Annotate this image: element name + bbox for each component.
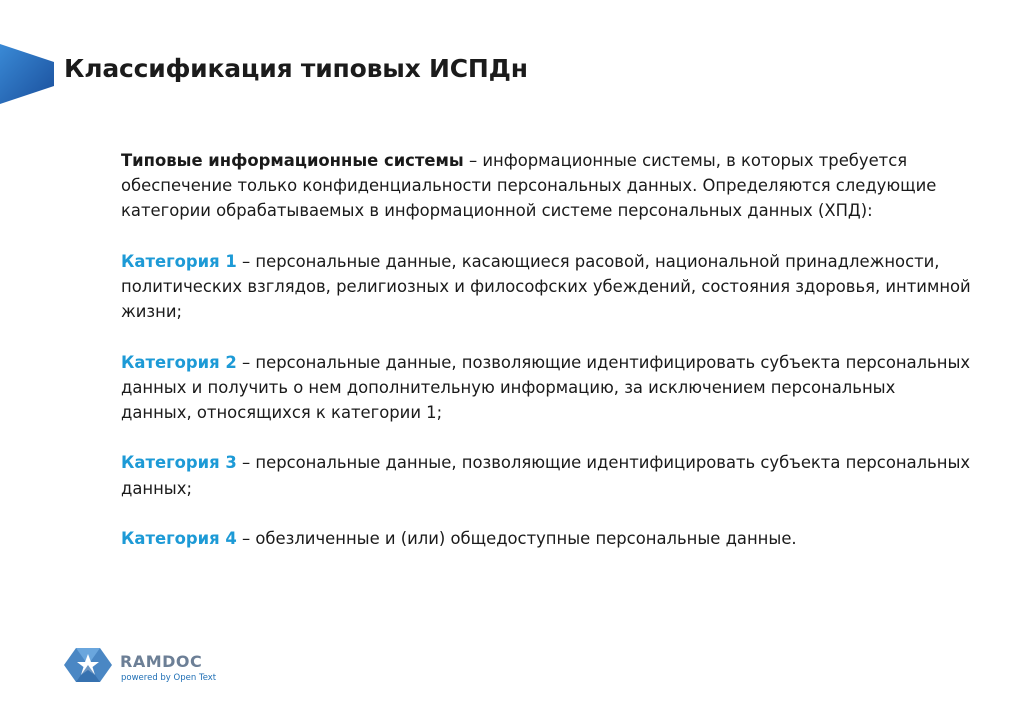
category-4-paragraph: [121, 526, 971, 551]
category-3-dash: –: [236, 453, 256, 473]
category-1-dash: –: [236, 251, 256, 271]
category-2-dash: –: [236, 352, 256, 372]
intro-dash: –: [463, 151, 483, 170]
category-3-label: Категория 3: [121, 453, 237, 473]
category-1-label: Категория 1: [121, 251, 237, 271]
title-accent-shape: [0, 44, 54, 104]
intro-term: Типовые информационные системы: [121, 151, 464, 170]
category-4-dash: –: [236, 528, 256, 548]
intro-paragraph: [121, 148, 971, 224]
content-body: [121, 148, 971, 576]
category-2-text: персональные данные, позволяющие идентифицировать субъекта персональных данных и получить о нем дополнительную информацию, за исключением персональных данных, относящихся к категории 1;: [121, 352, 971, 422]
intro-text: информационные системы, в которых требуется обеспечение только конфиденциальности персональных данных. Определяются следующие категории обрабатываемых в информационной системе персональных данных (ХПД):: [121, 151, 937, 221]
category-1-paragraph: [121, 249, 971, 325]
category-1-text: персональные данные, касающиеся расовой, национальной принадлежности, политических взглядов, религиозных и философских убеждений, состояния здоровья, интимной жизни;: [121, 251, 971, 322]
slide-title: Классификация типовых ИСПДн: [64, 54, 528, 83]
category-2-label: Категория 2: [121, 352, 237, 372]
category-4-label: Категория 4: [121, 528, 237, 548]
category-3-text: персональные данные, позволяющие идентифицировать субъекта персональных данных;: [121, 453, 971, 498]
ramdoc-star-icon: [64, 648, 112, 682]
ramdoc-logo: [64, 648, 234, 688]
category-2-paragraph: [121, 350, 971, 426]
category-4-text: обезличенные и (или) общедоступные персональные данные.: [255, 528, 797, 548]
logo-name: RAMDOC: [120, 652, 203, 671]
logo-tagline: powered by Open Text: [121, 673, 217, 683]
category-3-paragraph: [121, 450, 971, 500]
